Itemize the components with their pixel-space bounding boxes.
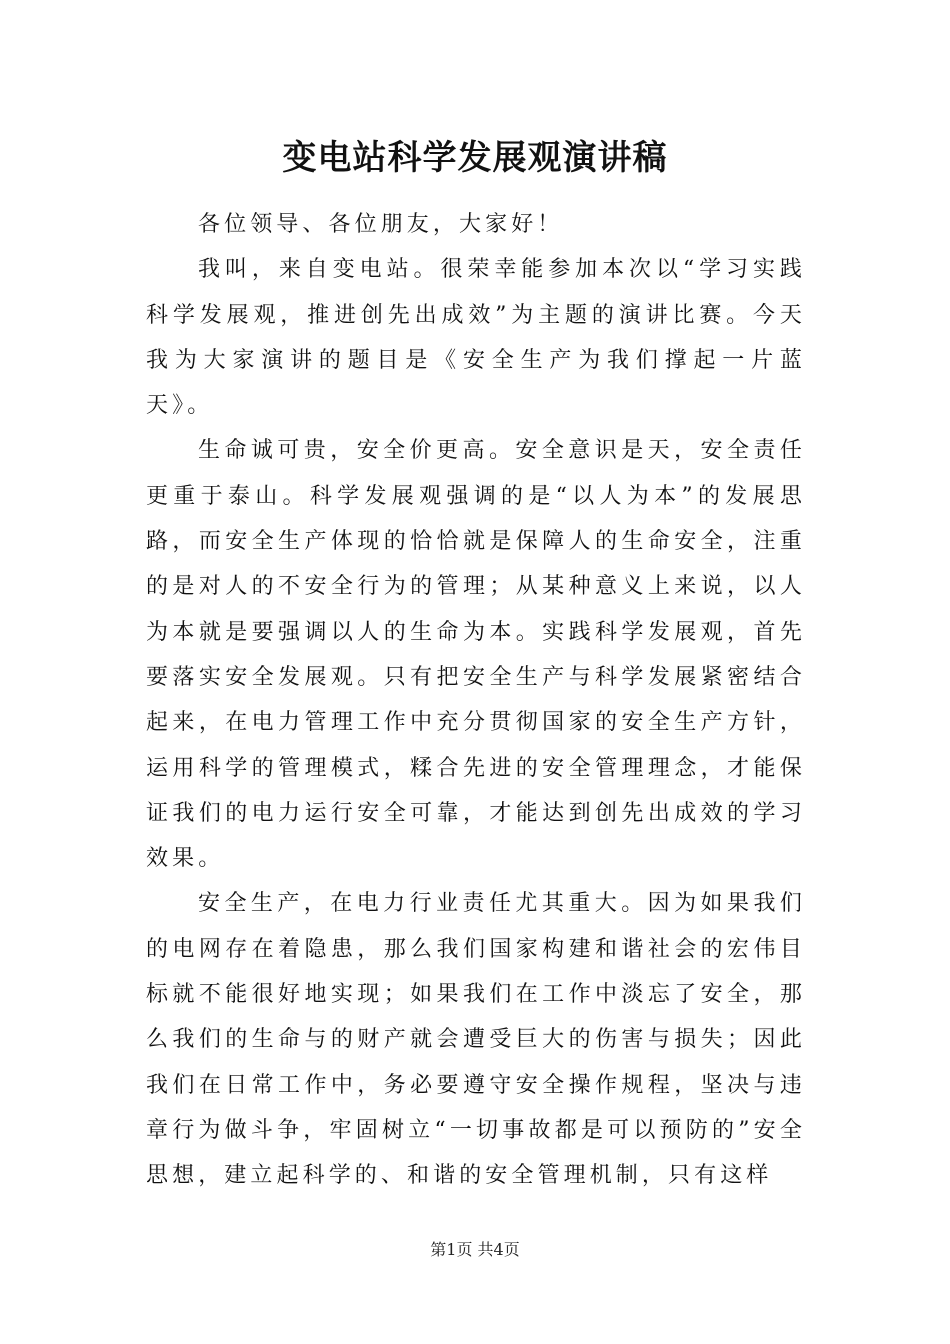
document-body xyxy=(146,202,806,1199)
paragraph-greeting: 各位领导、各位朋友，大家好！ xyxy=(198,212,564,237)
paragraph-introduction: 我叫，来自变电站。很荣幸能参加本次以“学习实践科学发展观，推进创先出成效”为主题的演讲比赛。今天我为大家演讲的题目是《安全生产为我们撑起一片蓝天》。 xyxy=(146,257,806,419)
paragraph-power-industry: 安全生产，在电力行业责任尤其重大。因为如果我们的电网存在着隐患，那么我们国家构建和谐社会的宏伟目标就不能很好地实现；如果我们在工作中淡忘了安全，那么我们的生命与的财产就会遭受巨大的伤害与损失；因此我们在日常工作中，务必要遵守安全操作规程，坚决与违章行为做斗争，牢固树立“一切事故都是可以预防的”安全思想，建立起科学的、和谐的安全管理机制，只有这样 xyxy=(146,891,806,1189)
paragraph-safety-importance: 生命诚可贵，安全价更高。安全意识是天，安全责任更重于泰山。科学发展观强调的是“以人为本”的发展思路，而安全生产体现的恰恰就是保障人的生命安全，注重的是对人的不安全行为的管理；从某种意义上来说，以人为本就是要强调以人的生命为本。实践科学发展观，首先要落实安全发展观。只有把安全生产与科学发展紧密结合起来，在电力管理工作中充分贯彻国家的安全生产方针，运用科学的管理模式，糅合先进的安全管理理念，才能保证我们的电力运行安全可靠，才能达到创先出成效的学习效果。 xyxy=(146,438,806,872)
document-title: 变电站科学发展观演讲稿 xyxy=(282,138,668,178)
page-footer: 第1页 共4页 xyxy=(430,1240,520,1259)
